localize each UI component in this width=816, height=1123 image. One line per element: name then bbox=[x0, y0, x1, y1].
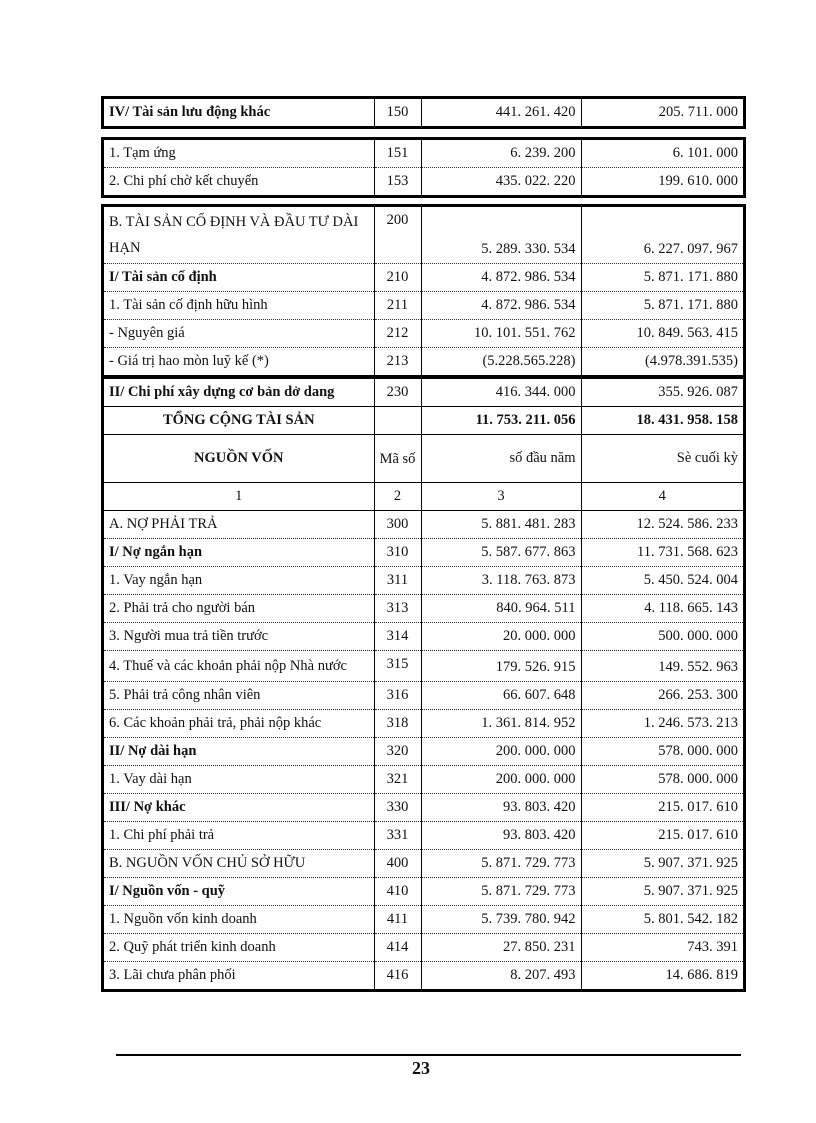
table-row bbox=[104, 934, 743, 962]
header-row bbox=[104, 435, 743, 483]
row-code: 230 bbox=[374, 379, 421, 407]
table-row bbox=[104, 623, 743, 651]
row-start-value: 441. 261. 420 bbox=[421, 99, 581, 126]
row-code: 321 bbox=[374, 766, 421, 794]
row-code: 314 bbox=[374, 623, 421, 651]
table-row bbox=[104, 766, 743, 794]
row-name: 1. Tạm ứng bbox=[104, 140, 374, 168]
table-row bbox=[104, 379, 743, 407]
row-name: A. NỢ PHẢI TRẢ bbox=[104, 511, 374, 539]
row-name: II/ Chi phí xây dựng cơ bản dở dang bbox=[104, 379, 374, 407]
row-name: - Giá trị hao mòn luỹ kế (*) bbox=[104, 348, 374, 376]
row-start-value: 5. 587. 677. 863 bbox=[421, 539, 581, 567]
row-name: I/ Tài sản cố định bbox=[104, 264, 374, 292]
row-end-value: 266. 253. 300 bbox=[581, 682, 743, 710]
col-num-4: 4 bbox=[581, 483, 743, 511]
row-name: 4. Thuế và các khoản phải nộp Nhà nước bbox=[104, 651, 374, 682]
row-start-value: 93. 803. 420 bbox=[421, 822, 581, 850]
row-start-value: 27. 850. 231 bbox=[421, 934, 581, 962]
row-name: 1. Vay ngắn hạn bbox=[104, 567, 374, 595]
row-end-value: 5. 801. 542. 182 bbox=[581, 906, 743, 934]
row-name: 3. Lãi chưa phân phối bbox=[104, 962, 374, 990]
row-code: 411 bbox=[374, 906, 421, 934]
row-end-value: 11. 731. 568. 623 bbox=[581, 539, 743, 567]
row-end-value: 355. 926. 087 bbox=[581, 379, 743, 407]
footer-divider bbox=[116, 1054, 741, 1056]
row-code: 313 bbox=[374, 595, 421, 623]
table-row bbox=[104, 511, 743, 539]
row-code: 210 bbox=[374, 264, 421, 292]
row-start-value: 435. 022. 220 bbox=[421, 168, 581, 196]
row-name: III/ Nợ khác bbox=[104, 794, 374, 822]
row-start-value: 1. 361. 814. 952 bbox=[421, 710, 581, 738]
col-num-1: 1 bbox=[104, 483, 374, 511]
row-start-value: 4. 872. 986. 534 bbox=[421, 292, 581, 320]
header-end-of-period: Sè cuối kỳ bbox=[581, 435, 743, 483]
row-start-value: 200. 000. 000 bbox=[421, 738, 581, 766]
row-start-value: 5. 881. 481. 283 bbox=[421, 511, 581, 539]
row-end-value: 743. 391 bbox=[581, 934, 743, 962]
row-code: 213 bbox=[374, 348, 421, 376]
table-row bbox=[104, 207, 743, 264]
row-code: 410 bbox=[374, 878, 421, 906]
row-start-value: 200. 000. 000 bbox=[421, 766, 581, 794]
col-num-2: 2 bbox=[374, 483, 421, 511]
total-end-value: 18. 431. 958. 158 bbox=[581, 407, 743, 435]
row-code: 315 bbox=[374, 651, 421, 682]
row-code: 414 bbox=[374, 934, 421, 962]
row-start-value: 66. 607. 648 bbox=[421, 682, 581, 710]
row-end-value: 149. 552. 963 bbox=[581, 651, 743, 682]
row-end-value: 215. 017. 610 bbox=[581, 822, 743, 850]
row-name: 1. Vay dài hạn bbox=[104, 766, 374, 794]
total-row bbox=[104, 407, 743, 435]
header-start-of-year: số đầu năm bbox=[421, 435, 581, 483]
row-start-value: 840. 964. 511 bbox=[421, 595, 581, 623]
row-end-value: 578. 000. 000 bbox=[581, 766, 743, 794]
total-start-value: 11. 753. 211. 056 bbox=[421, 407, 581, 435]
table-block-sources bbox=[101, 376, 746, 992]
table-row bbox=[104, 794, 743, 822]
row-start-value: 179. 526. 915 bbox=[421, 651, 581, 682]
row-name: I/ Nguồn vốn - quỹ bbox=[104, 878, 374, 906]
row-end-value: 1. 246. 573. 213 bbox=[581, 710, 743, 738]
row-end-value: 5. 907. 371. 925 bbox=[581, 878, 743, 906]
table-row bbox=[104, 320, 743, 348]
row-end-value: 12. 524. 586. 233 bbox=[581, 511, 743, 539]
row-start-value: (5.228.565.228) bbox=[421, 348, 581, 376]
table-row bbox=[104, 99, 743, 126]
table-block-fixed-assets bbox=[101, 204, 746, 378]
header-sources: NGUỒN VỐN bbox=[104, 435, 374, 483]
row-start-value: 20. 000. 000 bbox=[421, 623, 581, 651]
table-block-advances bbox=[101, 137, 746, 198]
row-end-value: 199. 610. 000 bbox=[658, 173, 738, 189]
row-end-value: 6. 101. 000 bbox=[581, 140, 743, 168]
row-code: 316 bbox=[374, 682, 421, 710]
table-row bbox=[104, 595, 743, 623]
total-code bbox=[374, 407, 421, 435]
row-end-value: (4.978.391.535) bbox=[644, 353, 738, 369]
table-row bbox=[104, 264, 743, 292]
row-start-value: 4. 872. 986. 534 bbox=[421, 264, 581, 292]
page-number: 23 bbox=[412, 1058, 430, 1078]
row-end-value: 205. 711. 000 bbox=[658, 104, 738, 120]
row-code: 310 bbox=[374, 539, 421, 567]
row-name: 1. Chi phí phải trả bbox=[104, 822, 374, 850]
row-name: I/ Nợ ngắn hạn bbox=[104, 539, 374, 567]
row-end-value: 500. 000. 000 bbox=[581, 623, 743, 651]
row-code: 311 bbox=[374, 567, 421, 595]
row-start-value: 10. 101. 551. 762 bbox=[421, 320, 581, 348]
total-label: TỔNG CỘNG TÀI SẢN bbox=[104, 407, 374, 435]
row-end-value: 10. 849. 563. 415 bbox=[581, 320, 743, 348]
row-code: 320 bbox=[374, 738, 421, 766]
row-start-value: 5. 871. 729. 773 bbox=[421, 878, 581, 906]
row-code: 331 bbox=[374, 822, 421, 850]
row-name: 3. Người mua trả tiền trước bbox=[104, 623, 374, 651]
row-name: 5. Phải trả công nhân viên bbox=[104, 682, 374, 710]
row-code: 330 bbox=[374, 794, 421, 822]
row-name: - Nguyên giá bbox=[104, 320, 374, 348]
table-row bbox=[104, 850, 743, 878]
row-end-value: 5. 871. 171. 880 bbox=[581, 292, 743, 320]
table-row bbox=[104, 682, 743, 710]
row-code: 318 bbox=[374, 710, 421, 738]
row-name: 1. Nguồn vốn kinh doanh bbox=[104, 906, 374, 934]
row-start-value: 93. 803. 420 bbox=[421, 794, 581, 822]
table-row bbox=[104, 962, 743, 990]
table-row bbox=[104, 348, 743, 376]
row-end-value: 6. 227. 097. 967 bbox=[581, 207, 743, 264]
header-code: Mã số bbox=[374, 435, 421, 483]
row-end-value: 5. 871. 171. 880 bbox=[581, 264, 743, 292]
row-name: 1. Tài sản cố định hữu hình bbox=[104, 292, 374, 320]
row-start-value: 8. 207. 493 bbox=[421, 962, 581, 990]
row-end-value: 5. 450. 524. 004 bbox=[581, 567, 743, 595]
table-row bbox=[104, 738, 743, 766]
row-end-value: 215. 017. 610 bbox=[581, 794, 743, 822]
row-code: 200 bbox=[374, 207, 421, 264]
row-name: II/ Nợ dài hạn bbox=[104, 738, 374, 766]
row-end-value: 5. 907. 371. 925 bbox=[581, 850, 743, 878]
table-row bbox=[104, 539, 743, 567]
row-start-value: 5. 739. 780. 942 bbox=[421, 906, 581, 934]
row-start-value: 416. 344. 000 bbox=[421, 379, 581, 407]
row-code: 211 bbox=[374, 292, 421, 320]
row-end-value: 4. 118. 665. 143 bbox=[581, 595, 743, 623]
row-code: 151 bbox=[374, 140, 421, 168]
table-row bbox=[104, 292, 743, 320]
row-start-value: 6. 239. 200 bbox=[421, 140, 581, 168]
row-name: IV/ Tài sản lưu động khác bbox=[104, 99, 374, 126]
column-number-row bbox=[104, 483, 743, 511]
table-row bbox=[104, 567, 743, 595]
row-code: 153 bbox=[374, 168, 421, 196]
table-row bbox=[104, 651, 743, 682]
row-code: 416 bbox=[374, 962, 421, 990]
row-name: 2. Chi phí chờ kết chuyển bbox=[104, 168, 374, 196]
table-row bbox=[104, 168, 743, 196]
table-row bbox=[104, 710, 743, 738]
col-num-3: 3 bbox=[421, 483, 581, 511]
row-name: B. TÀI SẢN CỐ ĐỊNH VÀ ĐẦU TƯ DÀI HẠN bbox=[104, 207, 374, 264]
table-row bbox=[104, 822, 743, 850]
table-row bbox=[104, 140, 743, 168]
table-row bbox=[104, 906, 743, 934]
row-code: 400 bbox=[374, 850, 421, 878]
row-end-value: 578. 000. 000 bbox=[581, 738, 743, 766]
row-start-value: 3. 118. 763. 873 bbox=[421, 567, 581, 595]
row-name: 2. Quỹ phát triển kinh doanh bbox=[104, 934, 374, 962]
row-code: 212 bbox=[374, 320, 421, 348]
row-start-value: 5. 871. 729. 773 bbox=[421, 850, 581, 878]
table-block-other-current-assets bbox=[101, 96, 746, 129]
row-code: 300 bbox=[374, 511, 421, 539]
row-code: 150 bbox=[374, 99, 421, 126]
row-name: B. NGUỒN VỐN CHỦ SỞ HỮU bbox=[104, 850, 374, 878]
table-row bbox=[104, 878, 743, 906]
row-end-value: 14. 686. 819 bbox=[665, 967, 738, 983]
row-start-value: 5. 289. 330. 534 bbox=[421, 207, 581, 264]
row-name: 6. Các khoản phải trả, phải nộp khác bbox=[104, 710, 374, 738]
row-name: 2. Phải trả cho người bán bbox=[104, 595, 374, 623]
